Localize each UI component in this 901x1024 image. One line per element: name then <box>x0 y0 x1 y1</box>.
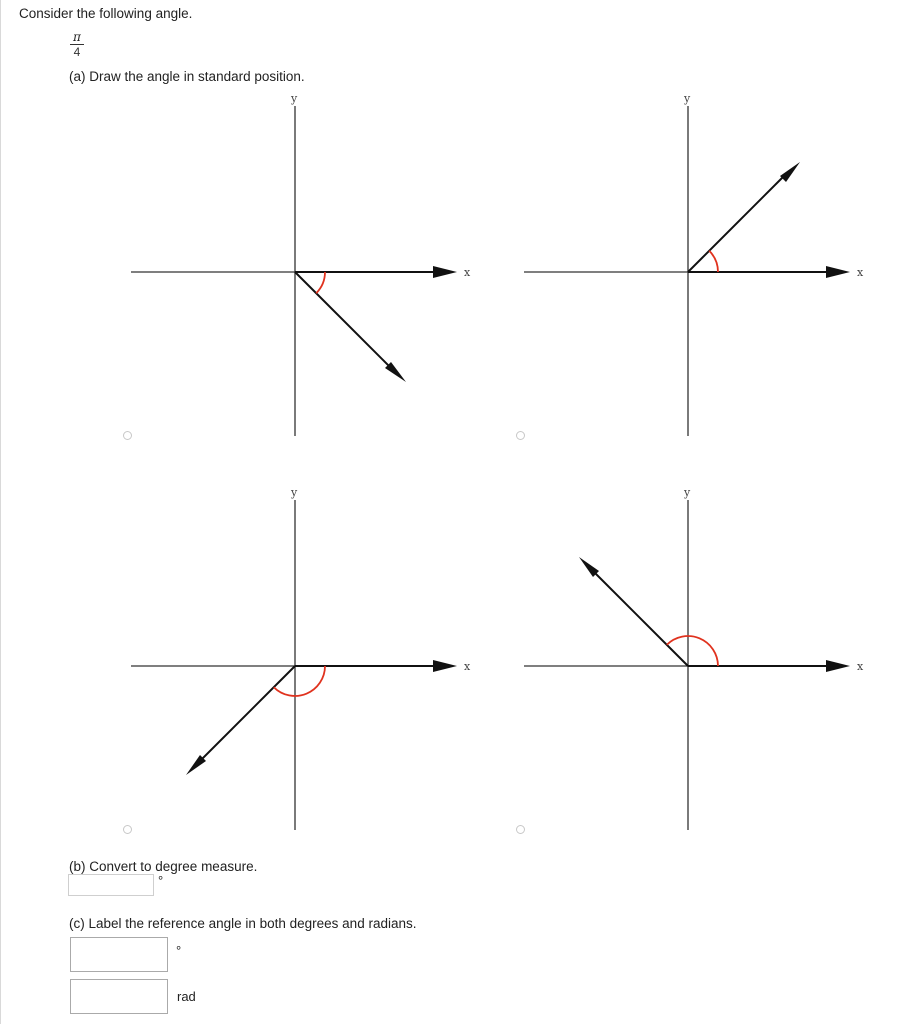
graph-option-3 <box>131 482 491 834</box>
degree-measure-input[interactable] <box>68 874 154 896</box>
y-axis-label: y <box>684 486 691 499</box>
part-b-prompt: (b) Convert to degree measure. <box>69 859 258 874</box>
angle-arc <box>316 272 325 293</box>
angle-fraction <box>70 31 84 58</box>
x-axis-label: x <box>464 266 471 279</box>
x-axis-label: x <box>857 266 864 279</box>
y-axis-label: y <box>291 92 298 105</box>
radian-unit-label: rad <box>177 989 196 1004</box>
graph-option-2 <box>524 88 884 440</box>
initial-ray <box>295 266 457 278</box>
terminal-ray <box>295 272 406 382</box>
reference-degree-unit-label: ° <box>176 943 182 958</box>
initial-ray <box>688 266 850 278</box>
angle-denominator: 4 <box>73 45 81 59</box>
radio-circle-icon <box>123 431 132 440</box>
option-4-radio[interactable] <box>511 820 529 838</box>
x-axis-label: x <box>464 660 471 673</box>
terminal-ray <box>579 557 688 666</box>
radio-circle-icon <box>123 825 132 834</box>
initial-ray <box>295 660 457 672</box>
option-2-radio[interactable] <box>511 426 529 444</box>
option-3-radio[interactable] <box>118 820 136 838</box>
initial-ray <box>688 660 850 672</box>
y-axis-label: y <box>291 486 298 499</box>
angle-arc <box>709 251 718 272</box>
reference-angle-radians-input[interactable] <box>70 979 168 1014</box>
graph-option-1 <box>131 88 491 440</box>
graph-option-4 <box>524 482 884 834</box>
angle-numerator: π <box>73 30 81 44</box>
part-a-prompt: (a) Draw the angle in standard position. <box>69 69 305 84</box>
terminal-ray <box>186 666 295 775</box>
degree-unit-label: ° <box>158 873 164 888</box>
part-c-prompt: (c) Label the reference angle in both degrees and radians. <box>69 916 417 931</box>
radio-circle-icon <box>516 825 525 834</box>
x-axis-label: x <box>857 660 864 673</box>
question-intro: Consider the following angle. <box>19 6 193 21</box>
option-1-radio[interactable] <box>118 426 136 444</box>
y-axis-label: y <box>684 92 691 105</box>
terminal-ray <box>688 162 800 272</box>
angle-arc <box>274 666 325 696</box>
reference-angle-degrees-input[interactable] <box>70 937 168 972</box>
angle-arc <box>667 636 718 666</box>
radio-circle-icon <box>516 431 525 440</box>
left-border <box>0 0 1 1024</box>
